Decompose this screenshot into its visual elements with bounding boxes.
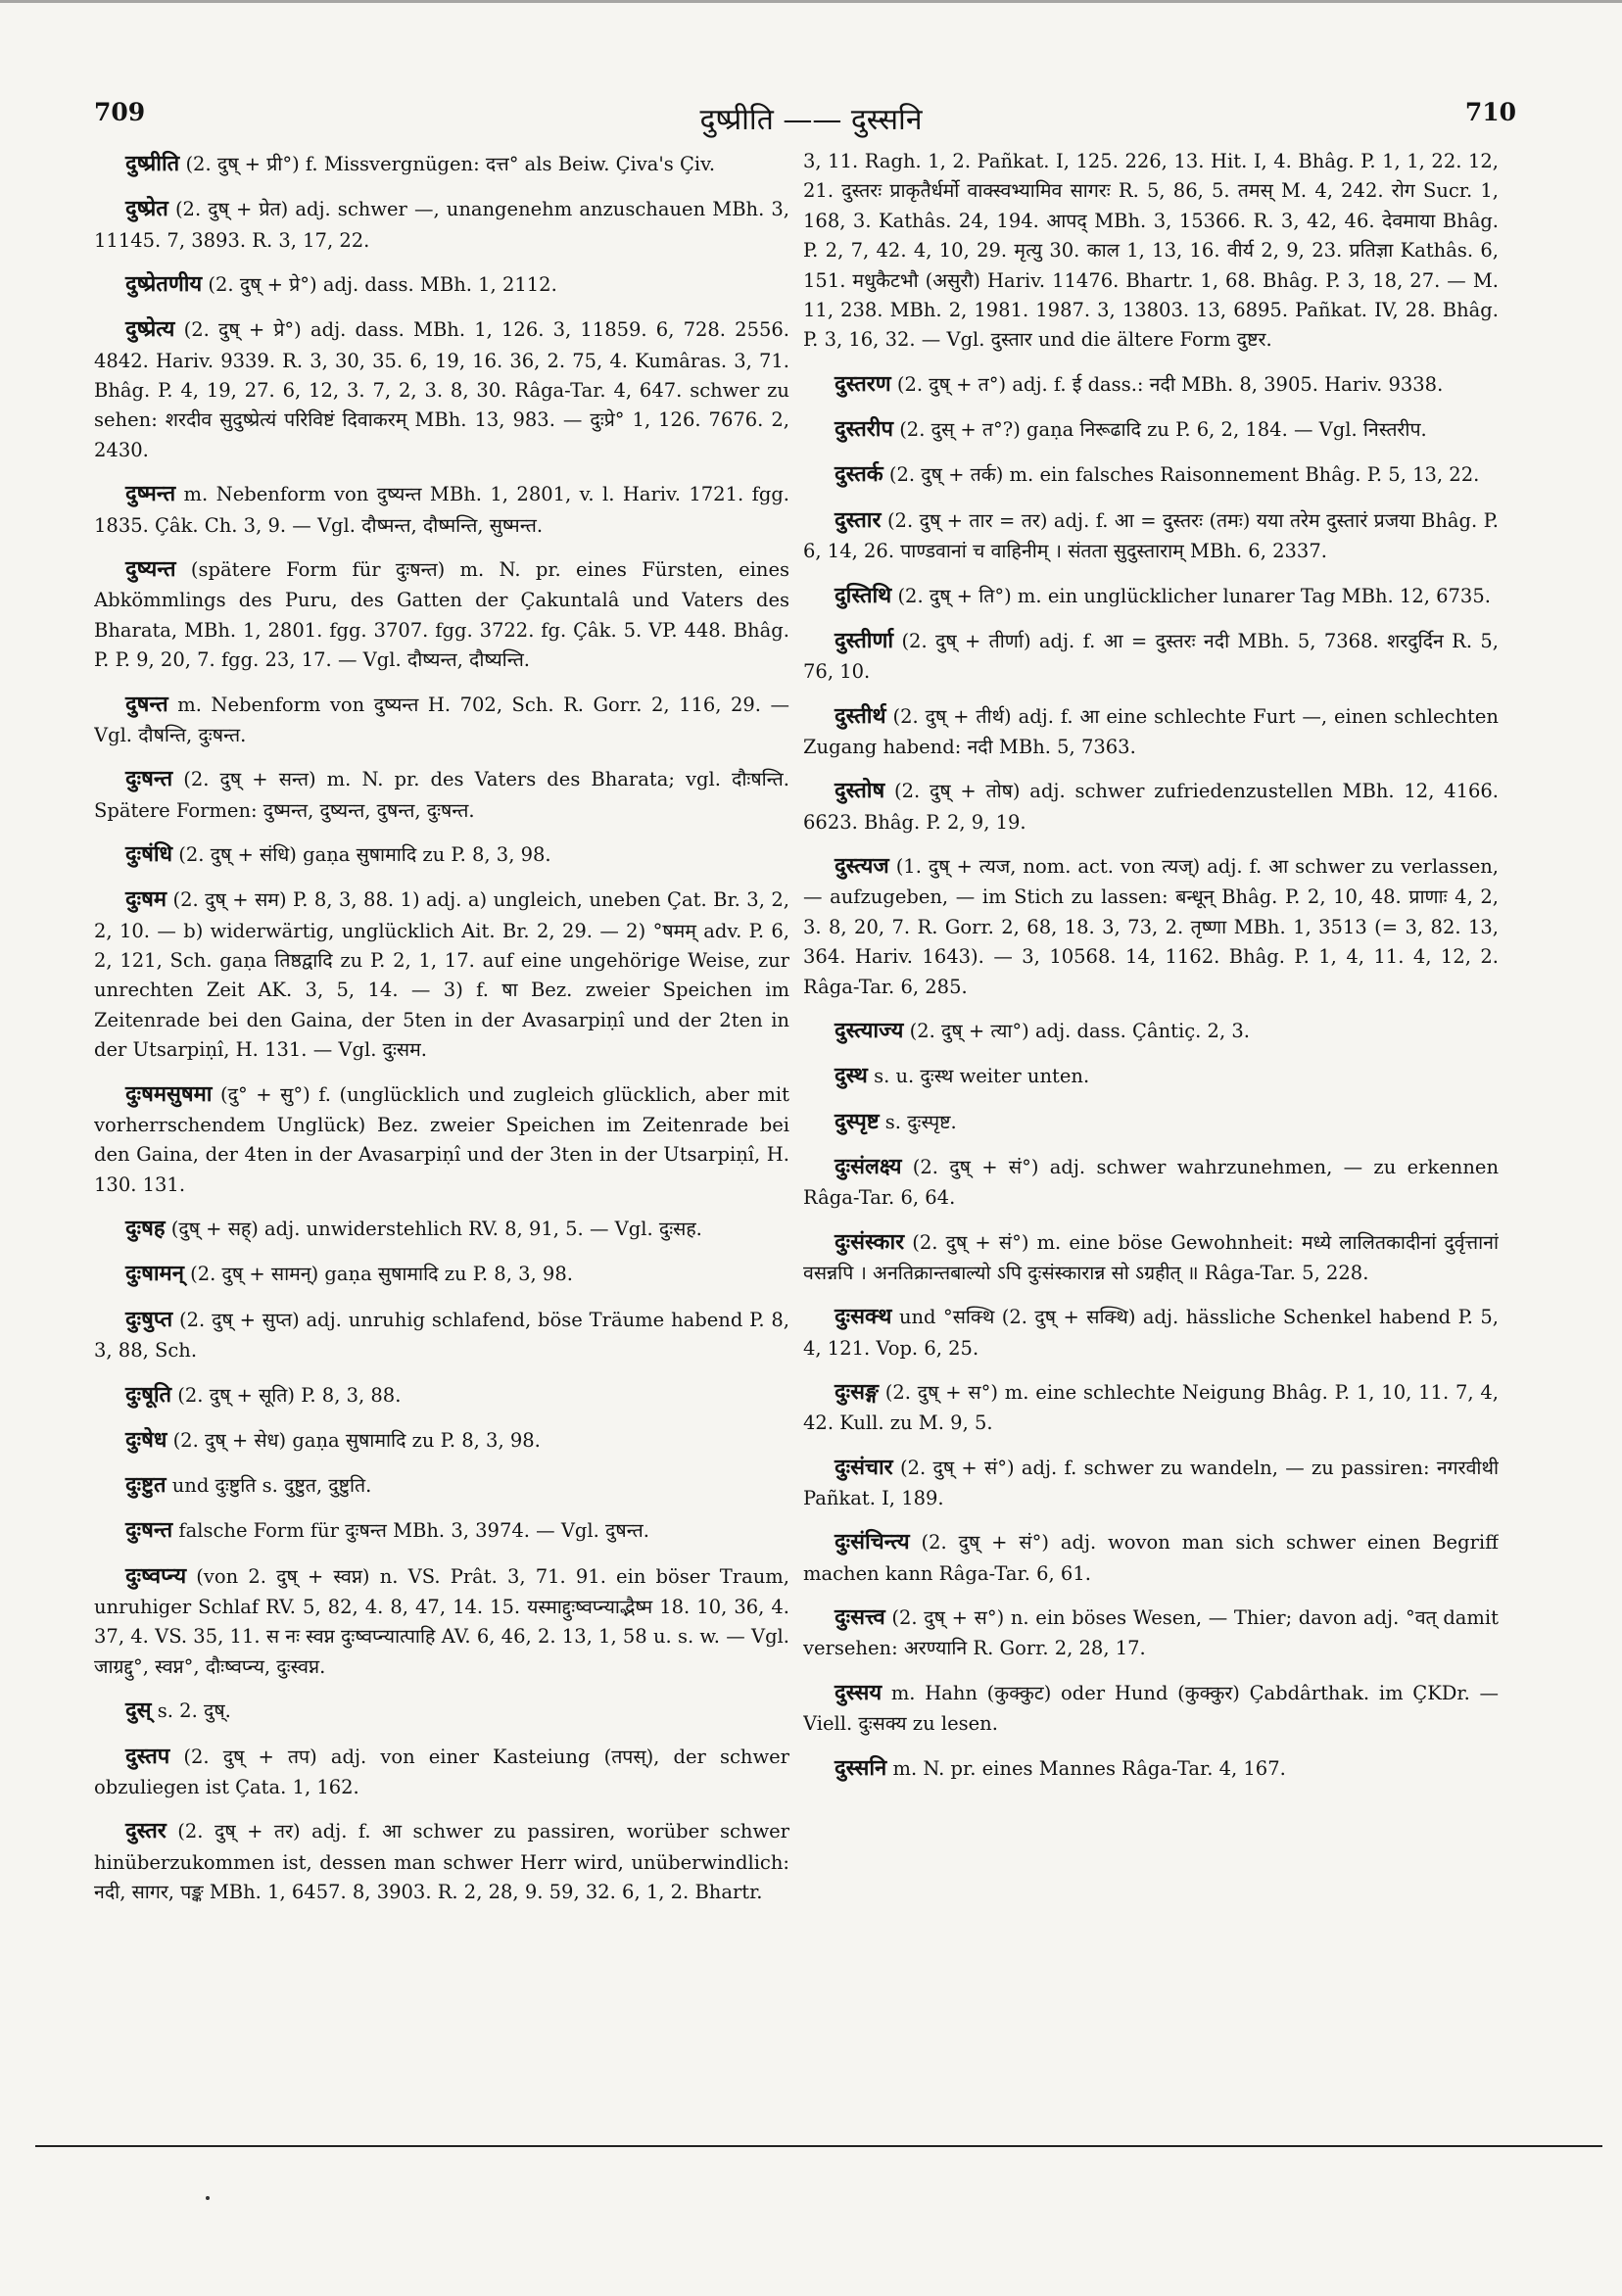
entry-definition: (दु° + सु°) f. (unglücklich und zugleich glücklich, aber mit vorherrschendem Unglück) Bez. zweier Speichen im Zeitenrade bei den Gaina, der 4ten in der Avasarpiṇî und der 3ten in der Utsarpiṇî, H. 130. 131. [94, 1082, 789, 1196]
entry-definition: (2. दुष् + प्रेत) adj. schwer —, unangenehm anzuschauen MBh. 3, 11145. 7, 3893. R. 3, 17, 22. [94, 198, 789, 252]
dictionary-entry [803, 457, 1499, 491]
entry-definition: (2. दुष् + सेध) gaṇa सुषामादि zu P. 8, 3, 98. [172, 1428, 541, 1452]
entry-definition: falsche Form für दुःषन्त MBh. 3, 3974. — Vgl. दुषन्त. [178, 1519, 649, 1543]
entry-headword: दुस्तार [835, 506, 882, 533]
entry-headword: दुस्थ [835, 1063, 868, 1089]
entry-headword: दुस्तर्क [835, 461, 883, 488]
entry-headword: दुःसंस्कार [835, 1228, 905, 1255]
entry-headword: दुःषन्त [125, 766, 173, 792]
entry-definition: (spätere Form für दुःषन्त) m. N. pr. eines Fürsten, eines Abkömmlings des Puru, des Gatten der Çakuntalâ und Vaters des Bharata, MBh. 1, 2801. fgg. 3707. fgg. 3722. fg. Çâk. 5. VP. 448. Bhâg. P. P. 9, 20, 7. fgg. 23, 17. — Vgl. दौष्यन्त, दौष्यन्ति. [94, 558, 789, 672]
entry-headword: दुस्तप [125, 1743, 170, 1769]
dictionary-entry [803, 579, 1499, 612]
entry-definition: (2. दुष् + तार = तर) adj. f. आ = दुस्तरः (तमः) यया तरेम दुस्तारं प्रजया Bhâg. P. 6, 14, 26. पाण्डवानां च वाहिनीम् । संतता सुदुस्ताराम् MBh. 6, 2337. [803, 508, 1499, 563]
entry-headword: दुषन्त [125, 691, 168, 717]
entry-definition: (2. दुष् + तोष) adj. schwer zufriedenzustellen MBh. 12, 4166. 6623. Bhâg. P. 2, 9, 19. [803, 780, 1499, 834]
entry-headword: दुःषामन् [125, 1261, 184, 1287]
entry-definition: (2. दुष् + तप) adj. von einer Kasteiung (तपस्), der schwer obzuliegen ist Çata. 1, 162. [94, 1745, 789, 1798]
dictionary-entry [803, 849, 1499, 1002]
dictionary-entry [803, 1451, 1499, 1514]
entry-definition: s. u. दुःस्थ weiter unten. [874, 1065, 1090, 1088]
entry-definition: (2. दुष् + सम) P. 8, 3, 88. 1) adj. a) ungleich, uneben Çat. Br. 3, 2, 2, 10. — b) widerwärtig, unglücklich Ait. Br. 2, 29. — 2) °षमम् adv. P. 6, 2, 121, Sch. gaṇa तिष्ठद्वादि zu P. 2, 1, 17. auf eine ungehörige Weise, zur unrechten Zeit AK. 3, 5, 14. — 3) f. षा Bez. zweier Speichen im Zeitenrade bei den Gaina, der 5ten in der Avasarpiṇî und der 2ten in der Utsarpiṇî, H. 131. — Vgl. दुःसम. [94, 888, 789, 1062]
dictionary-entry [803, 1525, 1499, 1589]
dictionary-entry [94, 477, 789, 541]
entry-definition: m. Nebenform von दुष्यन्त MBh. 1, 2801, v. l. Hariv. 1721. fgg. 1835. Çâk. Ch. 3, 9. — Vgl. दौष्मन्त, दौष्मन्ति, सुष्मन्त. [94, 483, 789, 537]
dictionary-entry [94, 1303, 789, 1366]
entry-definition: m. Nebenform von दुष्यन्त H. 702, Sch. R. Gorr. 2, 116, 29. — Vgl. दौषन्ति, दुःषन्त. [94, 693, 789, 746]
entry-headword: दुःसक्थ [835, 1304, 892, 1330]
scan-top-edge [0, 0, 1622, 3]
dictionary-entry [94, 1423, 789, 1457]
entry-definition: s. 2. दुष्. [157, 1699, 231, 1723]
entry-headword: दुस्तोष [835, 778, 885, 804]
entry-headword: दुःषमसुषमा [125, 1080, 213, 1107]
entry-headword: दुस्त्यज [835, 852, 889, 879]
entry-definition: s. दुःस्पृष्ट. [884, 1110, 957, 1133]
entry-headword: दुष्मन्त [125, 481, 176, 507]
entry-definition: (2. दुस् + त°?) gaṇa निरूढादि zu P. 6, 2, 184. — Vgl. निस्तरीप. [899, 418, 1427, 442]
dictionary-entry [94, 1378, 789, 1411]
entry-definition: (2. दुष् + त°) adj. f. ई dass.: नदी MBh. 8, 3905. Hariv. 9338. [896, 372, 1444, 396]
entry-definition: 3, 11. Ragh. 1, 2. Pañkat. I, 125. 226, 13. Hit. I, 4. Bhâg. P. 1, 1, 22. 12, 21. दुस्तरः प्राकृतैर्धर्मो वाक्स्वभ्यामिव सागरः R. 5, 86, 5. तमस् M. 4, 242. रोग Sucr. 1, 168, 3. Kathâs. 24, 194. आपद् MBh. 3, 15366. R. 3, 42, 46. देवमाया Bhâg. P. 2, 7, 42. 4, 10, 29. मृत्यु 30. काल 1, 13, 16. वीर्य 2, 9, 23. प्रतिज्ञा Kathâs. 6, 151. मधुकैटभौ (असुरौ) Hariv. 11476. Bhartr. 1, 68. Bhâg. P. 3, 18, 27. — M. 11, 238. MBh. 2, 1981. 1987. 3, 13803. 13, 6895. Pañkat. IV, 28. Bhâg. P. 3, 16, 32. — Vgl. दुस्तार und die ältere Form दुष्टर. [803, 150, 1499, 352]
entry-headword: दुःषंधि [125, 840, 173, 867]
entry-definition: (2. दुष् + प्री°) f. Missvergnügen: दत्त° als Beiw. Çiva's Çiv. [185, 153, 716, 175]
entry-definition: (2. दुष् + तर) adj. f. आ schwer zu passiren, worüber schwer hinüberzukommen ist, dessen man schwer Herr wird, unüberwindlich: नदी, सागर, पङ्क MBh. 1, 6457. 8, 3903. R. 2, 28, 9. 59, 32. 6, 1, 2. Bhartr. [94, 1820, 789, 1904]
dictionary-entry [94, 837, 789, 871]
entry-definition: (2. दुष् + सं°) m. eine böse Gewohnheit: मध्ये लालितकादीनां दुर्वृत्तानां वसन्नपि । अनतिक्रान्तबाल्यो ऽपि दुःसंस्कारान्न सो ऽग्रहीत् ॥ Râga-Tar. 5, 228. [803, 1230, 1499, 1284]
entry-headword: दुष्प्रेत [125, 196, 168, 222]
dictionary-entry [803, 1375, 1499, 1439]
dictionary-entry [803, 1014, 1499, 1047]
dictionary-entry [803, 1059, 1499, 1092]
bottom-rule [35, 2145, 1602, 2147]
dictionary-entry [803, 412, 1499, 446]
dictionary-entry [803, 1751, 1499, 1785]
entry-headword: दुस्त्याज्य [835, 1017, 904, 1043]
entry-headword: दुःष्वप्न्य [125, 1562, 187, 1589]
entry-headword: दुस्तीर्थ [835, 702, 886, 729]
dictionary-entry [94, 147, 789, 180]
entry-headword: दुष्यन्त [125, 556, 176, 582]
dictionary-entry [94, 688, 789, 751]
dictionary-entry [803, 367, 1499, 401]
dictionary-entry [94, 1694, 789, 1727]
entry-headword: दुःसत्त्व [835, 1604, 885, 1631]
entry-headword: दुस्सय [835, 1679, 883, 1705]
entry-headword: दुःसंचार [835, 1454, 893, 1480]
entry-headword: दुःषेध [125, 1426, 167, 1453]
entry-headword: दुष्प्रेत्य [125, 316, 175, 343]
dictionary-entry [803, 147, 1499, 356]
entry-headword: दुःषह [125, 1216, 166, 1242]
entry-definition: (2. दुष् + संधि) gaṇa सुषामादि zu P. 8, 3, 98. [178, 842, 551, 866]
entry-definition: (2. दुष् + प्रे°) adj. dass. MBh. 1, 126. 3, 11859. 6, 728. 2556. 4842. Hariv. 9339. R. 3, 30, 35. 6, 19, 16. 36, 2. 75, 4. Kumâras. 3, 71. Bhâg. P. 4, 19, 27. 6, 12, 3. 7, 2, 3. 8, 30. Râga-Tar. 4, 647. schwer zu sehen: शरदीव सुदुष्प्रेत्यं परिविष्टं दिवाकरम् MBh. 13, 983. — दुःप्रे° 1, 126. 7676. 2, 2430. [94, 318, 789, 461]
dictionary-entry [94, 1468, 789, 1502]
dictionary-entry [94, 762, 789, 826]
entry-definition: (2. दुष् + तीर्णा) adj. f. आ = दुस्तरः नदी MBh. 5, 7368. शरदुर्दिन R. 5, 76, 10. [803, 629, 1499, 684]
dictionary-entry [94, 1559, 789, 1683]
dictionary-entry [94, 1212, 789, 1245]
dictionary-entry [803, 699, 1499, 763]
entry-definition: (2. दुष् + सं°) adj. f. schwer zu wandeln, — zu passiren: नगरवीथी Pañkat. I, 189. [803, 1456, 1499, 1510]
entry-definition: (2. दुष् + सं°) adj. schwer wahrzunehmen, — zu erkennen Râga-Tar. 6, 64. [803, 1155, 1499, 1210]
dictionary-entry [803, 1601, 1499, 1664]
entry-headword: दुस्सनि [835, 1754, 887, 1781]
entry-definition: (2. दुष् + स°) n. ein böses Wesen, — Thier; davon adj. °वत् damit versehen: अरण्यानि R. Gorr. 2, 28, 17. [803, 1606, 1499, 1660]
running-title: दुष्प्रीति —— दुस्सनि [699, 103, 923, 137]
entry-definition: (2. दुष् + सं°) adj. wovon man sich schwer einen Begriff machen kann Râga-Tar. 6, 61. [803, 1531, 1499, 1585]
entry-definition: (2. दुष् + स°) m. eine schlechte Neigung Bhâg. P. 1, 10, 11. 7, 4, 42. Kull. zu M. 9, 5. [803, 1381, 1499, 1435]
entry-definition: (2. दुष् + प्रे°) adj. dass. MBh. 1, 2112. [208, 273, 557, 297]
entry-headword: दुस्पृष्ट [835, 1108, 880, 1134]
entry-definition: (2. दुष् + तर्क) m. ein falsches Raisonnement Bhâg. P. 5, 13, 22. [888, 463, 1480, 487]
entry-headword: दुःषूति [125, 1381, 172, 1408]
entry-headword: दुःसंलक्ष्य [835, 1153, 902, 1179]
dictionary-entry [803, 624, 1499, 688]
dictionary-entry [94, 552, 789, 676]
dictionary-entry [803, 1225, 1499, 1289]
dictionary-entry [803, 503, 1499, 567]
entry-definition: (2. दुष् + त्या°) adj. dass. Çântiç. 2, 3. [909, 1019, 1250, 1042]
dictionary-entry [94, 1077, 789, 1201]
dictionary-entry [803, 1676, 1499, 1740]
entry-headword: दुस्तरण [835, 370, 891, 397]
left-column [94, 147, 789, 2096]
entry-headword: दुष्प्रीति [125, 151, 180, 176]
entry-definition: (von 2. दुष् + स्वप्न) n. VS. Prât. 3, 71. 91. ein böser Traum, unruhiger Schlaf RV. 5, 82, 4. 8, 47, 14. 15. यस्माद्दुःष्वप्न्याद्भैष्म 18. 10, 36, 4. 37, 4. VS. 35, 11. स नः स्वप्न दुःष्वप्न्यात्पाहि AV. 6, 46, 2. 13, 1, 58 u. s. w. — Vgl. जाग्रद्दु°, स्वप्न°, दौःष्वप्न्य, दुःस्वप्न. [94, 1564, 789, 1678]
entry-headword: दुःषुप्त [125, 1306, 173, 1332]
dictionary-entry [803, 1300, 1499, 1363]
scan-speck [206, 2196, 210, 2200]
entry-headword: दुःषम [125, 886, 167, 913]
entry-definition: (दुष् + सह्) adj. unwiderstehlich RV. 8, 91, 5. — Vgl. दुःसह. [170, 1218, 702, 1241]
entry-headword: दुस्तर [125, 1818, 167, 1844]
entry-definition: (2. दुष् + ति°) m. ein unglücklicher lunarer Tag MBh. 12, 6735. [897, 584, 1491, 607]
dictionary-entry [94, 192, 789, 256]
entry-definition: (2. दुष् + सुप्त) adj. unruhig schlafend, böse Träume habend P. 8, 3, 88, Sch. [94, 1308, 789, 1363]
page-number-left: 709 [94, 98, 146, 126]
dictionary-entry [94, 1740, 789, 1803]
entry-headword: दुस् [125, 1698, 152, 1724]
dictionary-entry [94, 1257, 789, 1290]
entry-definition: (2. दुष् + सन्त) m. N. pr. des Vaters des Bharata; vgl. दौःषन्ति. Spätere Formen: दुष्मन्त, दुष्यन्त, दुषन्त, दुःषन्त. [94, 768, 789, 822]
entry-headword: दुष्प्रेतणीय [125, 271, 203, 298]
entry-headword: दुःष्टुत [125, 1472, 167, 1499]
dictionary-entry [803, 774, 1499, 837]
entry-definition: und दुःष्टुति s. दुष्टुत, दुष्टुति. [171, 1474, 372, 1498]
dictionary-entry [94, 1513, 789, 1547]
dictionary-entry [94, 1814, 789, 1907]
dictionary-entry [94, 883, 789, 1065]
entry-headword: दुःसङ्ग [835, 1379, 879, 1405]
entry-headword: दुःषन्त [125, 1517, 173, 1544]
dictionary-entry [94, 267, 789, 301]
entry-definition: m. Hahn (कुक्कुट) oder Hund (कुक्कुर) Çabdârthak. im ÇKDr. — Viell. दुःसक्य zu lesen. [803, 1681, 1499, 1736]
entry-definition: (2. दुष् + सामन्) gaṇa सुषामादि zu P. 8, 3, 98. [190, 1263, 573, 1286]
entry-definition: (1. दुष् + त्यज, nom. act. von त्यज्) adj. f. आ schwer zu verlassen, — aufzugeben, — im Stich zu lassen: बन्धून् Bhâg. P. 2, 10, 48. प्राणाः 4, 2, 3. 8, 20, 7. R. Gorr. 2, 68, 18. 3, 73, 2. तृष्णा MBh. 1, 3513 (= 3, 82. 13, 364. Hariv. 1643). — 3, 10568. 14, 1162. Bhâg. P. 1, 4, 11. 4, 12, 2. Râga-Tar. 6, 285. [803, 854, 1499, 998]
entry-definition: m. N. pr. eines Mannes Râga-Tar. 4, 167. [892, 1756, 1286, 1780]
entry-headword: दुस्तिथि [835, 582, 892, 608]
entry-headword: दुःसंचिन्त्य [835, 1529, 910, 1555]
right-column [803, 147, 1499, 2096]
dictionary-entry [803, 1105, 1499, 1138]
page-number-right: 710 [1464, 98, 1516, 126]
entry-definition: (2. दुष् + तीर्थ) adj. f. आ eine schlechte Furt —, einen schlechten Zugang habend: नदी MBh. 5, 7363. [803, 704, 1499, 758]
entry-headword: दुस्तीर्णा [835, 627, 894, 653]
entry-definition: und °सक्थि (2. दुष् + सक्थि) adj. hässliche Schenkel habend P. 5, 4, 121. Vop. 6, 25. [803, 1306, 1499, 1360]
dictionary-entry [94, 312, 789, 465]
dictionary-entry [803, 1150, 1499, 1214]
entry-headword: दुस्तरीप [835, 416, 893, 443]
entry-definition: (2. दुष् + सूति) P. 8, 3, 88. [177, 1383, 402, 1407]
